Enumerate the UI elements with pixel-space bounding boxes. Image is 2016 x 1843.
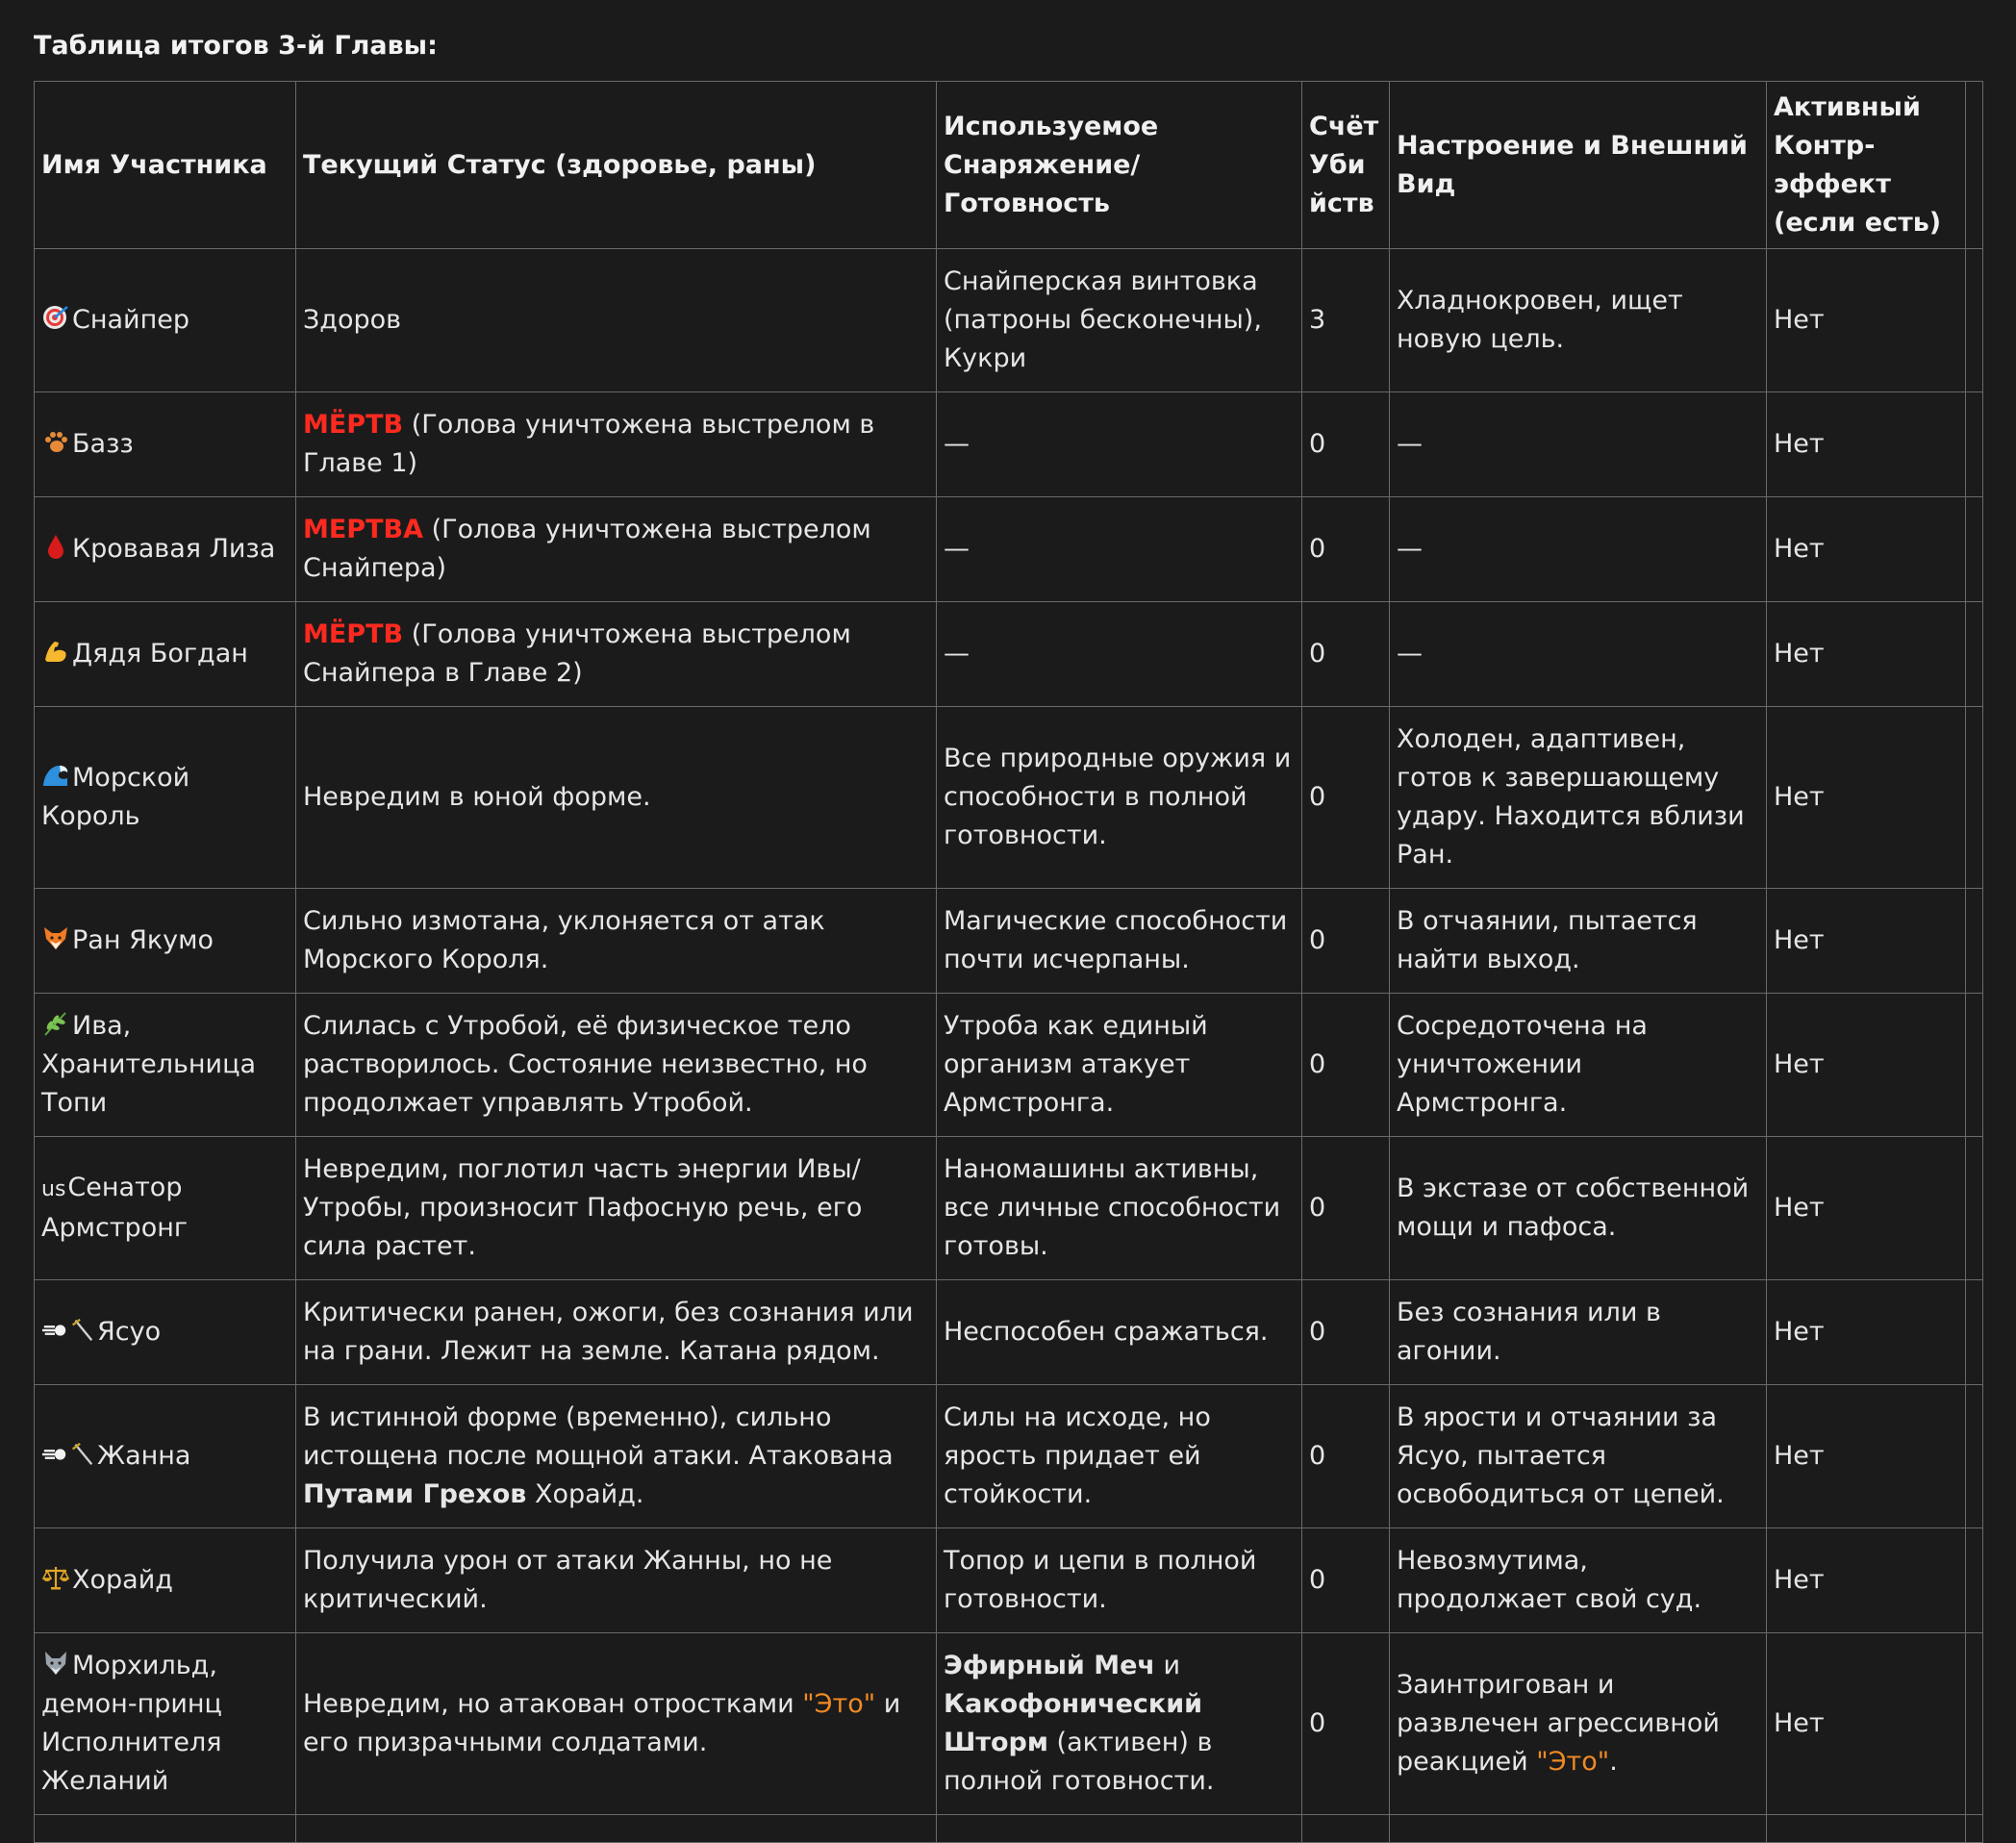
table-row bbox=[35, 1815, 1983, 1843]
cell-mood bbox=[1390, 994, 1767, 1137]
gear-text: (активен) в полной готовности. bbox=[944, 1728, 1215, 1796]
cell-effect: Нет bbox=[1767, 1280, 1966, 1385]
cell-status bbox=[296, 889, 937, 994]
cell-name bbox=[35, 602, 296, 707]
gear-text: — bbox=[944, 639, 970, 669]
cell-name bbox=[35, 1280, 296, 1385]
cell-gear bbox=[937, 1528, 1302, 1633]
status-text: Критически ранен, ожоги, без сознания или на грани. Лежит на земле. Катана рядом. bbox=[303, 1298, 914, 1366]
gear-text: Снайперская винтовка (патроны бесконечны), Кукри bbox=[944, 266, 1262, 373]
content bbox=[34, 27, 1983, 1843]
gear-text: — bbox=[944, 429, 970, 459]
mood-text: — bbox=[1397, 534, 1423, 564]
mood-text: В экстазе от собственной мощи и пафоса. bbox=[1397, 1174, 1750, 1242]
table-body bbox=[35, 249, 1983, 1843]
mood-text: В ярости и отчаянии за Ясуо, пытается освободиться от цепей. bbox=[1397, 1402, 1725, 1509]
status-text: Получила урон от атаки Жанны, но не критический. bbox=[303, 1546, 833, 1614]
cell-name bbox=[35, 1385, 296, 1528]
mood-text-after: . bbox=[1609, 1747, 1618, 1777]
table-row bbox=[35, 602, 1983, 707]
cell-kills: 0 bbox=[1302, 602, 1390, 707]
gear-joiner: и bbox=[1154, 1651, 1181, 1680]
table-row bbox=[35, 1280, 1983, 1385]
cell-effect: Нет bbox=[1767, 707, 1966, 889]
mood-highlight: "Это" bbox=[1536, 1747, 1610, 1777]
participant-name: Дядя Богдан bbox=[72, 639, 248, 669]
cell-gear bbox=[937, 994, 1302, 1137]
cell-status bbox=[296, 1528, 937, 1633]
table-row bbox=[35, 1633, 1983, 1815]
table-row bbox=[35, 707, 1983, 889]
cell-effect: Нет bbox=[1767, 1385, 1966, 1528]
dead-label: МЕРТВА bbox=[303, 515, 423, 544]
gear-text: Силы на исходе, но ярость придает ей стойкости. bbox=[944, 1402, 1211, 1509]
cell-kills: 0 bbox=[1302, 1633, 1390, 1815]
cell-gear bbox=[937, 497, 1302, 602]
table-row bbox=[35, 1528, 1983, 1633]
cell-effect: Нет bbox=[1767, 602, 1966, 707]
fox-icon bbox=[41, 923, 70, 950]
status-text: В истинной форме (временно), сильно истощена после мощной атаки. Атакована bbox=[303, 1402, 894, 1471]
cell-mood bbox=[1390, 602, 1767, 707]
dash-sword-icon bbox=[41, 1317, 95, 1344]
participant-name: Ива, Хранительница Топи bbox=[41, 1011, 257, 1118]
dash-sword-icon bbox=[41, 1441, 95, 1468]
cell-name bbox=[35, 1137, 296, 1280]
scales-icon bbox=[41, 1563, 70, 1590]
status-text: (Голова уничтожена выстрелом Снайпера) bbox=[303, 515, 871, 583]
mood-text: Хладнокровен, ищет новую цель. bbox=[1397, 286, 1683, 354]
cell-extra bbox=[1966, 1385, 1983, 1528]
participant-name: Снайпер bbox=[72, 305, 190, 335]
table-row bbox=[35, 994, 1983, 1137]
header-status: Текущий Статус (здоровье, раны) bbox=[296, 82, 937, 249]
gear-text: Магические способности почти исчерпаны. bbox=[944, 906, 1288, 974]
cell-status bbox=[296, 497, 937, 602]
blood-drop-icon bbox=[41, 532, 70, 559]
cell-kills: 0 bbox=[1302, 1137, 1390, 1280]
cell-effect: Нет bbox=[1767, 994, 1966, 1137]
header-gear: Используемое Снаряжение/Готовность bbox=[937, 82, 1302, 249]
cell-gear bbox=[937, 249, 1302, 392]
table-row bbox=[35, 1137, 1983, 1280]
cell-status bbox=[296, 1137, 937, 1280]
cell-extra bbox=[1966, 1633, 1983, 1815]
cell-effect: Нет bbox=[1767, 497, 1966, 602]
cell-extra bbox=[1966, 1528, 1983, 1633]
mood-text: — bbox=[1397, 429, 1423, 459]
cell-name bbox=[35, 497, 296, 602]
header-mood: Настроение и Внешний Вид bbox=[1390, 82, 1767, 249]
gear-text: Неспособен сражаться. bbox=[944, 1317, 1269, 1347]
cell-mood bbox=[1390, 1633, 1767, 1815]
status-bold: Путами Грехов bbox=[303, 1479, 527, 1509]
mood-text: В отчаянии, пытается найти выход. bbox=[1397, 906, 1698, 974]
cell-gear bbox=[937, 1385, 1302, 1528]
cell-extra bbox=[1966, 602, 1983, 707]
status-text: Здоров bbox=[303, 305, 402, 335]
cell-kills: 0 bbox=[1302, 1385, 1390, 1528]
table-row bbox=[35, 497, 1983, 602]
cell-kills: 0 bbox=[1302, 392, 1390, 497]
cell-kills: 0 bbox=[1302, 889, 1390, 994]
status-text: Слилась с Утробой, её физическое тело растворилось. Состояние неизвестно, но продолжает управлять Утробой. bbox=[303, 1011, 868, 1118]
gear-text: Топор и цепи в полной готовности. bbox=[944, 1546, 1257, 1614]
cell-effect: Нет bbox=[1767, 1528, 1966, 1633]
cell-status bbox=[296, 707, 937, 889]
cell-status bbox=[296, 249, 937, 392]
cell-empty bbox=[1390, 1815, 1767, 1843]
gear-bold-1: Эфирный Меч bbox=[944, 1651, 1155, 1680]
cell-mood bbox=[1390, 1528, 1767, 1633]
cell-kills: 0 bbox=[1302, 707, 1390, 889]
wolf-icon bbox=[41, 1649, 70, 1676]
cell-effect: Нет bbox=[1767, 889, 1966, 994]
cell-mood bbox=[1390, 392, 1767, 497]
cell-mood bbox=[1390, 1385, 1767, 1528]
status-text: Невредим, но атакован отростками bbox=[303, 1689, 803, 1719]
participant-name: Морхильд, демон-принц Исполнителя Желаний bbox=[41, 1651, 222, 1796]
header-kills: Счёт Убийств bbox=[1302, 82, 1390, 249]
participant-name: Кровавая Лиза bbox=[72, 534, 276, 564]
status-highlight: "Это" bbox=[802, 1689, 876, 1719]
participant-name: Ран Якумо bbox=[72, 925, 214, 955]
cell-status bbox=[296, 602, 937, 707]
cell-extra bbox=[1966, 994, 1983, 1137]
cell-name bbox=[35, 994, 296, 1137]
cell-mood bbox=[1390, 889, 1767, 994]
cell-mood bbox=[1390, 1137, 1767, 1280]
mood-text: Холоден, адаптивен, готов к завершающему удару. Находится вблизи Ран. bbox=[1397, 724, 1745, 870]
flexed-biceps-icon bbox=[41, 637, 70, 664]
cell-extra bbox=[1966, 889, 1983, 994]
participant-name: Ясуо bbox=[97, 1317, 162, 1347]
table-row bbox=[35, 889, 1983, 994]
cell-name bbox=[35, 707, 296, 889]
wave-icon bbox=[41, 761, 70, 788]
us-flag-icon: us bbox=[41, 1177, 66, 1201]
cell-kills: 3 bbox=[1302, 249, 1390, 392]
cell-extra bbox=[1966, 392, 1983, 497]
cell-extra bbox=[1966, 1137, 1983, 1280]
status-text: (Голова уничтожена выстрелом в Главе 1) bbox=[303, 410, 875, 478]
cell-name bbox=[35, 1633, 296, 1815]
status-text: Невредим, поглотил часть энергии Ивы/Утробы, произносит Пафосную речь, его сила растет. bbox=[303, 1154, 863, 1261]
cell-name bbox=[35, 889, 296, 994]
table-row bbox=[35, 1385, 1983, 1528]
cell-empty bbox=[1767, 1815, 1966, 1843]
gear-text: Наномашины активны, все личные способности готовы. bbox=[944, 1154, 1281, 1261]
status-text: Сильно измотана, уклоняется от атак Морского Короля. bbox=[303, 906, 825, 974]
cell-mood bbox=[1390, 249, 1767, 392]
table-row bbox=[35, 249, 1983, 392]
cell-gear bbox=[937, 602, 1302, 707]
cell-status bbox=[296, 392, 937, 497]
mood-text: Невозмутима, продолжает свой суд. bbox=[1397, 1546, 1702, 1614]
participant-name: Жанна bbox=[97, 1441, 191, 1471]
cell-mood bbox=[1390, 497, 1767, 602]
summary-table bbox=[34, 81, 1983, 1843]
herb-icon bbox=[41, 1009, 70, 1036]
cell-empty bbox=[296, 1815, 937, 1843]
cell-extra bbox=[1966, 707, 1983, 889]
gear-text: — bbox=[944, 534, 970, 564]
cell-status bbox=[296, 1633, 937, 1815]
header-extra bbox=[1966, 82, 1983, 249]
header-effect: Активный Контр-эффект (если есть) bbox=[1767, 82, 1966, 249]
header-row bbox=[35, 82, 1983, 249]
status-text: (Голова уничтожена выстрелом Снайпера в Главе 2) bbox=[303, 619, 851, 688]
cell-extra bbox=[1966, 1280, 1983, 1385]
participant-name: Сенатор Армстронг bbox=[41, 1173, 189, 1243]
cell-gear bbox=[937, 1280, 1302, 1385]
paw-icon bbox=[41, 427, 70, 454]
status-text-after: и его призрачными солдатами. bbox=[303, 1689, 901, 1757]
cell-name bbox=[35, 249, 296, 392]
cell-status bbox=[296, 1280, 937, 1385]
status-text: Невредим в юной форме. bbox=[303, 782, 651, 812]
cell-empty bbox=[35, 1815, 296, 1843]
cell-status bbox=[296, 1385, 937, 1528]
participant-name: Хорайд bbox=[72, 1565, 173, 1595]
target-icon bbox=[41, 303, 70, 330]
cell-mood bbox=[1390, 707, 1767, 889]
cell-kills: 0 bbox=[1302, 1528, 1390, 1633]
cell-empty bbox=[1966, 1815, 1983, 1843]
cell-kills: 0 bbox=[1302, 994, 1390, 1137]
dead-label: МЁРТВ bbox=[303, 410, 404, 440]
status-text-after: Хорайд. bbox=[526, 1479, 644, 1509]
mood-text: — bbox=[1397, 639, 1423, 669]
cell-mood bbox=[1390, 1280, 1767, 1385]
cell-status bbox=[296, 994, 937, 1137]
table-caption: Таблица итогов 3-й Главы: bbox=[34, 31, 438, 61]
cell-empty bbox=[1302, 1815, 1390, 1843]
cell-gear bbox=[937, 1137, 1302, 1280]
cell-gear bbox=[937, 889, 1302, 994]
cell-gear bbox=[937, 392, 1302, 497]
mood-text: Сосредоточена на уничтожении Армстронга. bbox=[1397, 1011, 1648, 1118]
cell-name bbox=[35, 392, 296, 497]
cell-extra bbox=[1966, 497, 1983, 602]
gear-text: Все природные оружия и способности в полной готовности. bbox=[944, 744, 1292, 850]
cell-empty bbox=[937, 1815, 1302, 1843]
table-row bbox=[35, 392, 1983, 497]
dead-label: МЁРТВ bbox=[303, 619, 404, 649]
participant-name: Базз bbox=[72, 429, 134, 459]
cell-effect: Нет bbox=[1767, 1137, 1966, 1280]
cell-effect: Нет bbox=[1767, 392, 1966, 497]
header-name: Имя Участника bbox=[35, 82, 296, 249]
cell-kills: 0 bbox=[1302, 1280, 1390, 1385]
gear-text: Утроба как единый организм атакует Армстронга. bbox=[944, 1011, 1208, 1118]
cell-gear bbox=[937, 707, 1302, 889]
gear-bold-2: Какофонический Шторм bbox=[944, 1689, 1203, 1757]
cell-name bbox=[35, 1528, 296, 1633]
cell-gear bbox=[937, 1633, 1302, 1815]
cell-effect: Нет bbox=[1767, 249, 1966, 392]
cell-effect: Нет bbox=[1767, 1633, 1966, 1815]
cell-kills: 0 bbox=[1302, 497, 1390, 602]
participant-name: Морской Король bbox=[41, 763, 190, 831]
mood-text: Заинтригован и развлечен агрессивной реакцией bbox=[1397, 1670, 1720, 1777]
mood-text: Без сознания или в агонии. bbox=[1397, 1298, 1661, 1366]
cell-extra bbox=[1966, 249, 1983, 392]
